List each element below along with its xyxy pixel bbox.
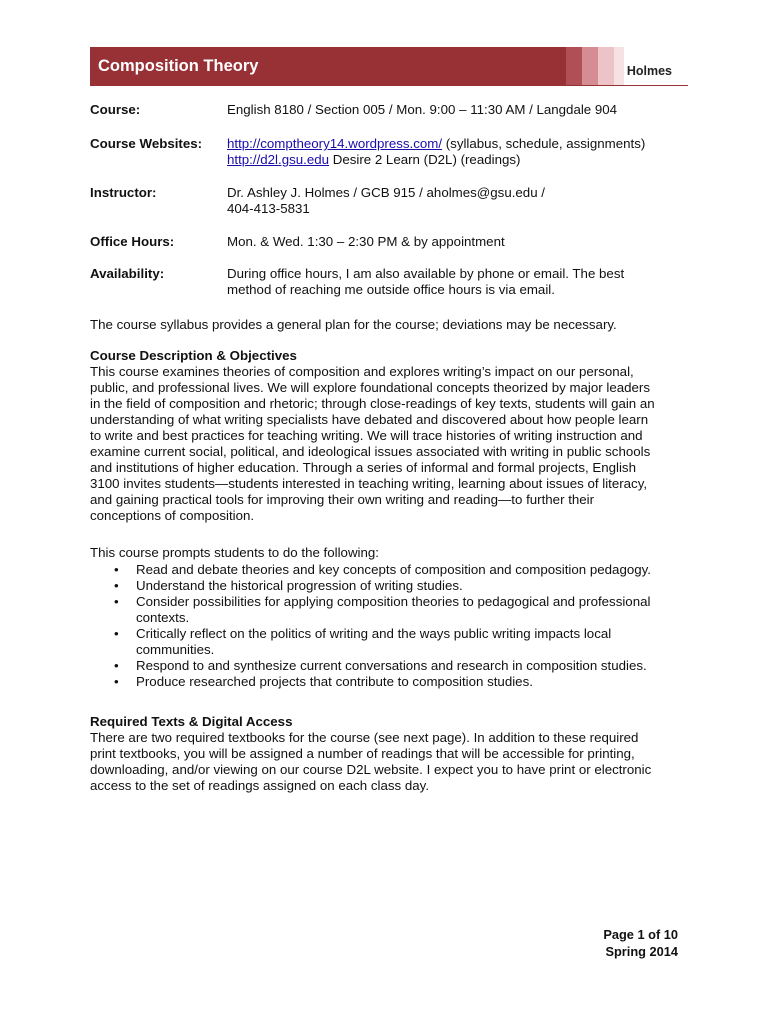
bullet-icon: • (114, 674, 119, 689)
objectives-intro: This course prompts students to do the following: (90, 545, 379, 560)
wordpress-link[interactable]: http://comptheory14.wordpress.com/ (227, 136, 443, 151)
instructor-line-2: 404-413-5831 (227, 201, 310, 216)
description-line: 3100 invites students—students interested in teaching writing, learning about issues of literacy, (90, 476, 648, 491)
header-stripe (598, 47, 614, 85)
instructor-line-1: Dr. Ashley J. Holmes / GCB 915 / aholmes@gsu.edu / (227, 185, 545, 200)
header-stripe (582, 47, 598, 85)
objectives-list (90, 562, 690, 690)
list-item: • Understand the historical progression of writing studies. (114, 578, 463, 593)
list-item: • Respond to and synthesize current conversations and research in composition studies. (114, 658, 647, 673)
description-line: conceptions of composition. (90, 508, 255, 523)
list-item: • Consider possibilities for applying composition theories to pedagogical and professional contexts. (114, 594, 651, 625)
description-line: public, and professional lives. We will explore foundational concepts theorized by major leaders (90, 380, 651, 395)
d2l-link[interactable]: http://d2l.gsu.edu (227, 152, 330, 167)
instructor-label: Instructor: (90, 185, 157, 200)
texts-line: There are two required textbooks for the course (see next page). In addition to these required (90, 730, 639, 745)
website-line-2 (227, 152, 687, 168)
course-value: English 8180 / Section 005 / Mon. 9:00 – 11:30 AM / Langdale 904 (227, 102, 618, 117)
description-line: understanding of what writing specialists have debated and discovered about how people learn (90, 412, 649, 427)
document-header (90, 47, 688, 85)
course-label: Course: (90, 102, 141, 117)
texts-line: access to the set of readings assigned on each class day. (90, 778, 430, 793)
description-line: This course examines theories of composition and explores writing’s impact on our personal, (90, 364, 634, 379)
availability-line-2: method of reaching me outside office hours is via email. (227, 282, 555, 297)
description-line: in the field of composition and rhetoric; through close-readings of key texts, students will gain an (90, 396, 655, 411)
description-heading: Course Description & Objectives (90, 348, 297, 363)
bullet-icon: • (114, 626, 119, 641)
availability-value (227, 266, 687, 298)
term-label: Spring 2014 (605, 944, 678, 959)
websites-label: Course Websites: (90, 136, 203, 151)
availability-line-1: During office hours, I am also available by phone or email. The best (227, 266, 625, 281)
texts-line: print textbooks, you will be assigned a number of readings that will be accessible for printing, (90, 746, 635, 761)
bullet-icon: • (114, 578, 119, 593)
header-stripe (566, 47, 582, 85)
document-title: Composition Theory (98, 57, 259, 75)
page-number: Page 1 of 10 (603, 927, 678, 942)
list-item: • Produce researched projects that contribute to composition studies. (114, 674, 533, 689)
list-item: • Critically reflect on the politics of writing and the ways public writing impacts local communities. (114, 626, 612, 657)
office-hours-value: Mon. & Wed. 1:30 – 2:30 PM & by appointment (227, 234, 505, 249)
description-line: to write and best practices for teaching writing. We will trace histories of writing instruction and (90, 428, 643, 443)
bullet-icon: • (114, 594, 119, 609)
availability-label: Availability: (90, 266, 165, 281)
bullet-icon: • (114, 658, 119, 673)
websites-value (227, 136, 687, 168)
wordpress-link-desc: (syllabus, schedule, assignments) (442, 136, 646, 151)
texts-section (90, 714, 690, 794)
description-line: and institutions of higher education. Through a series of informal and formal projects, English (90, 460, 636, 475)
header-stripe (614, 47, 624, 85)
texts-line: downloading, and/or viewing on our course D2L website. I expect you to have print or electronic (90, 762, 652, 777)
website-line-1 (227, 136, 687, 152)
description-section (90, 348, 690, 524)
header-bar (90, 47, 566, 85)
bullet-icon: • (114, 562, 119, 577)
d2l-link-desc: Desire 2 Learn (D2L) (readings) (329, 152, 521, 167)
header-rule (90, 85, 688, 86)
page-footer (603, 926, 678, 960)
header-author: Holmes (626, 64, 672, 78)
description-line: examine current social, political, and ideological issues associated with writing in public schools (90, 444, 651, 459)
instructor-value (227, 185, 687, 217)
office-hours-label: Office Hours: (90, 234, 175, 249)
description-line: and gaining practical tools for improving their own writing and reading—to further their (90, 492, 595, 507)
syllabus-note: The course syllabus provides a general plan for the course; deviations may be necessary. (90, 317, 617, 332)
texts-heading: Required Texts & Digital Access (90, 714, 293, 729)
list-item: • Read and debate theories and key concepts of composition and composition pedagogy. (114, 562, 651, 577)
